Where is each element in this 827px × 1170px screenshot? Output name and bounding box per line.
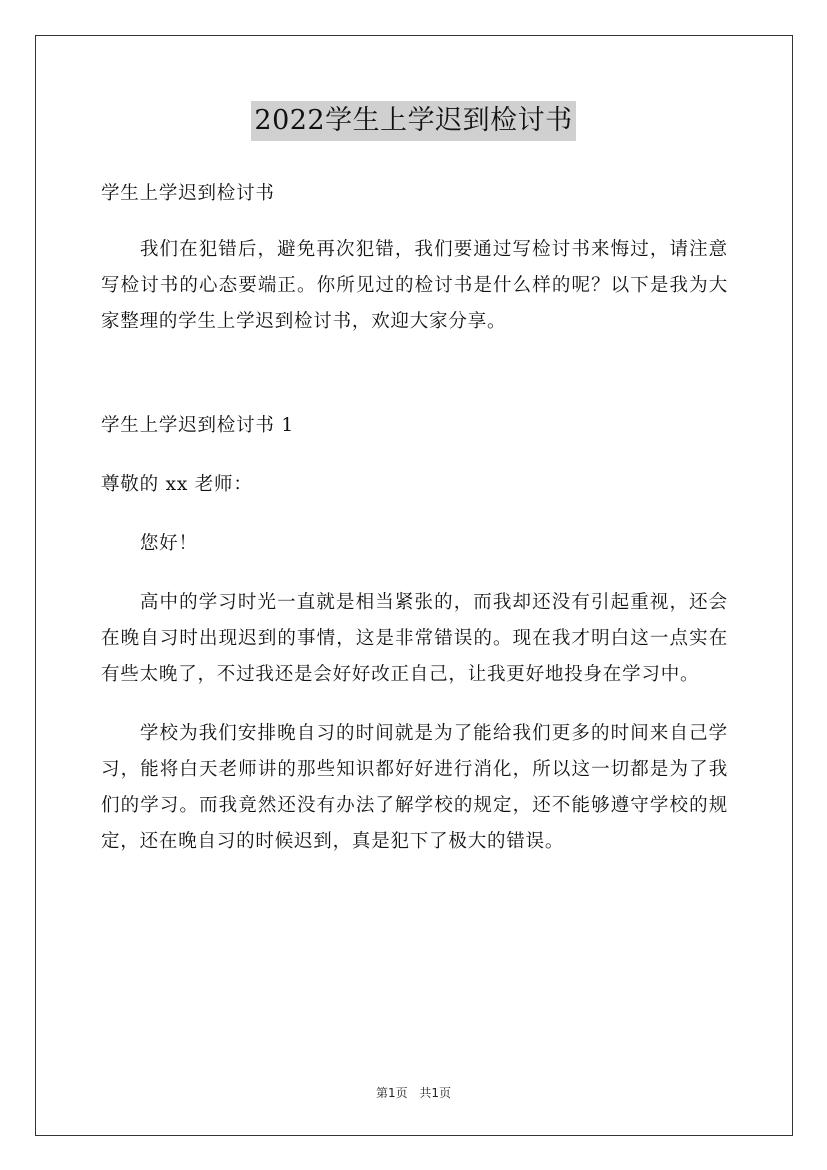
section-heading: 学生上学迟到检讨书 1 [101,415,294,436]
intro-paragraph: 我们在犯错后，避免再次犯错，我们要通过写检讨书来悔过，请注意写检讨书的心态要端正。你所见过的检讨书是什么样的呢？以下是我为大家整理的学生上学迟到检讨书，欢迎大家分享。 [101,239,728,332]
page-footer [0,1084,827,1101]
title-container [0,101,827,141]
document-body [101,176,728,860]
page-number: 第1页 [375,1086,408,1100]
salutation: 尊敬的 xx 老师： [101,474,253,495]
document-title: 2022学生上学迟到检讨书 [251,101,575,141]
page-total: 共1页 [419,1086,452,1100]
body-paragraph: 高中的学习时光一直就是相当紧张的，而我却还没有引起重视，还会在晚自习时出现迟到的事情，这是非常错误的。现在我才明白这一点实在有些太晚了，不过我还是会好好改正自己，让我更好地投身在学习中。 [101,592,728,685]
body-paragraph: 学校为我们安排晚自习的时间就是为了能给我们更多的时间来自己学习，能将白天老师讲的那些知识都好好进行消化，所以这一切都是为了我们的学习。而我竟然还没有办法了解学校的规定，还不能够遵守学校的规定，还在晚自习的时候迟到，真是犯下了极大的错误。 [101,723,728,852]
greeting: 您好！ [139,533,198,554]
document-subtitle: 学生上学迟到检讨书 [101,183,275,204]
